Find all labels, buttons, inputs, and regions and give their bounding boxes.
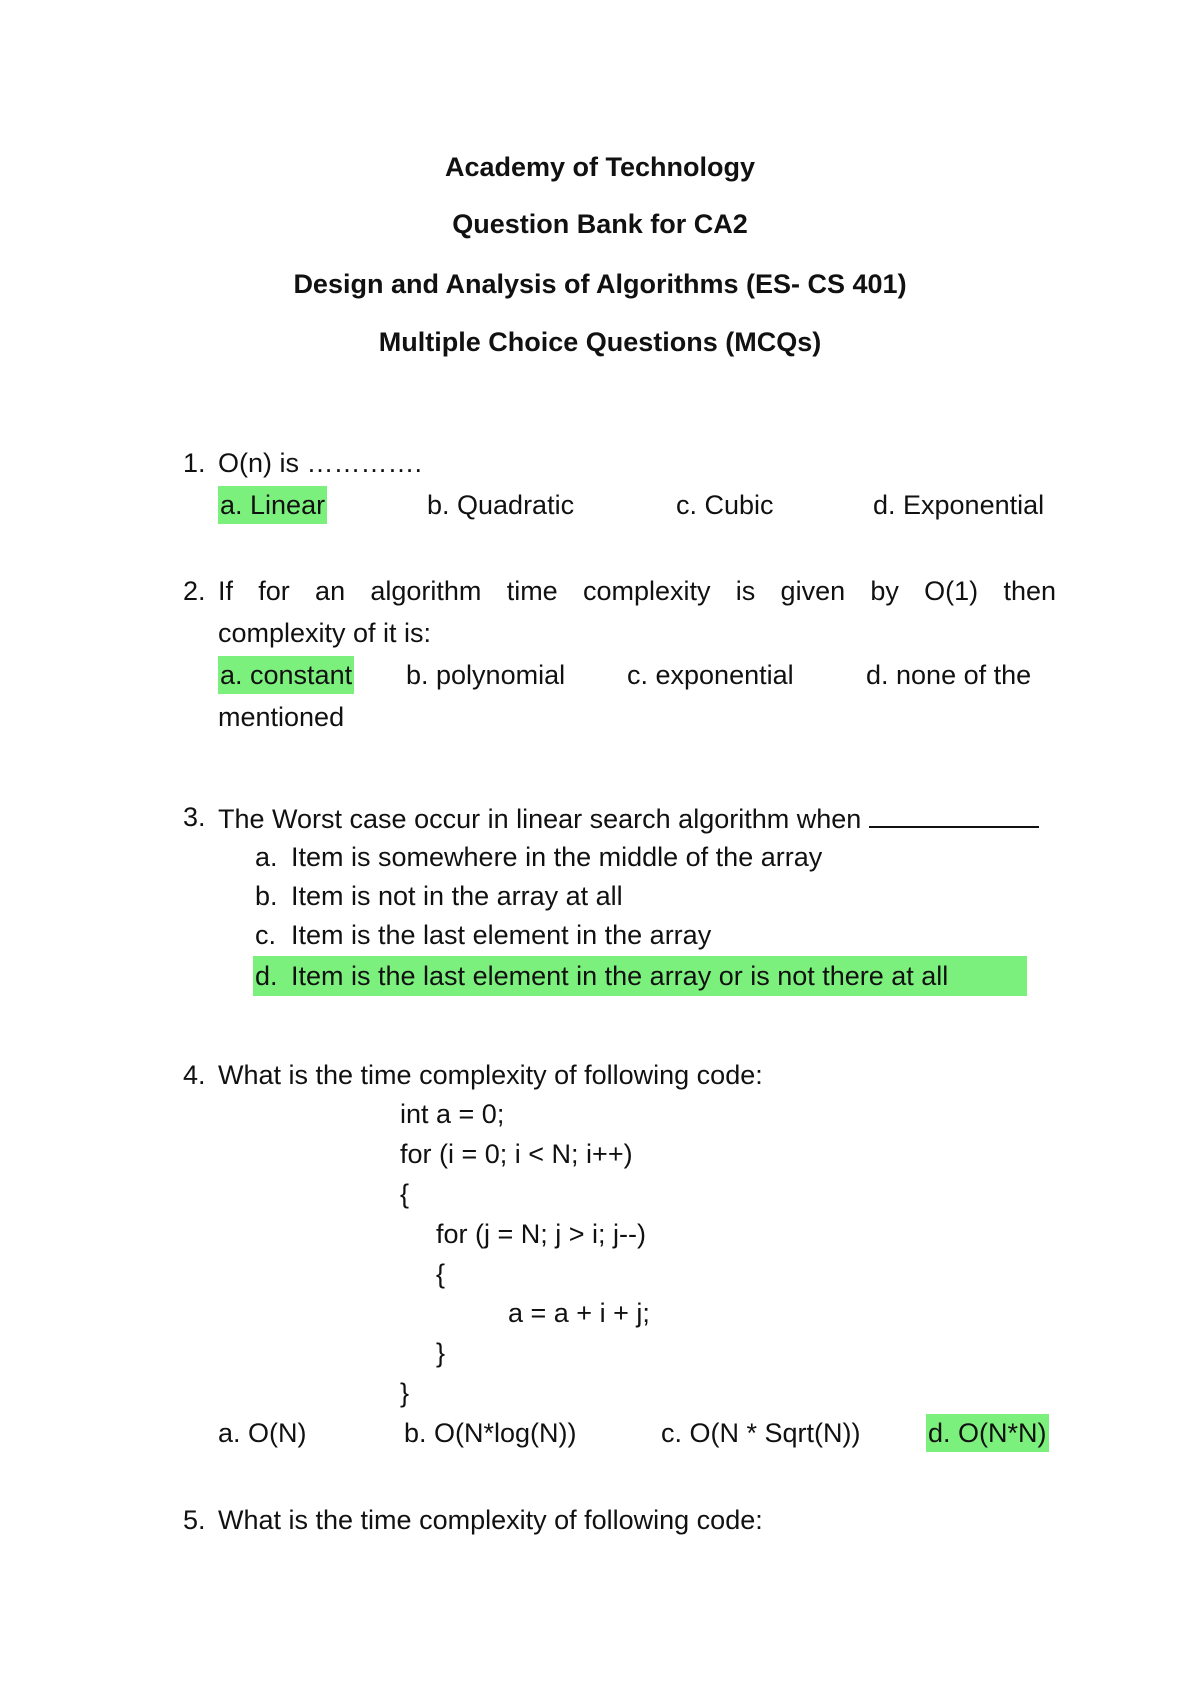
q4-number: 4. bbox=[183, 1060, 206, 1090]
q3-number: 3. bbox=[183, 802, 206, 832]
q4-code-line: { bbox=[400, 1179, 410, 1209]
q4-option-a: a. O(N) bbox=[218, 1418, 307, 1448]
q3-option-c-letter: c. bbox=[255, 920, 277, 950]
q3-option-b-letter: b. bbox=[255, 881, 278, 911]
q3-text-label: The Worst case occur in linear search algorithm when bbox=[218, 804, 862, 834]
q2-option-c: c. exponential bbox=[627, 660, 794, 690]
q3-option-d-text: Item is the last element in the array or is not there at all bbox=[291, 961, 949, 991]
q1-option-a-answer: a. Linear bbox=[218, 486, 327, 524]
q3-text bbox=[218, 800, 1039, 836]
q1-number: 1. bbox=[183, 448, 206, 478]
q3-option-a-letter: a. bbox=[255, 842, 278, 872]
q4-option-d-answer: d. O(N*N) bbox=[926, 1414, 1049, 1452]
q1-option-b: b. Quadratic bbox=[427, 490, 575, 520]
question-bank-title: Question Bank for CA2 bbox=[452, 209, 748, 239]
q4-code-line: a = a + i + j; bbox=[508, 1298, 650, 1328]
q3-option-a-text: Item is somewhere in the middle of the array bbox=[291, 842, 823, 872]
q4-text: What is the time complexity of following code: bbox=[218, 1060, 763, 1090]
course-title: Design and Analysis of Algorithms (ES- CS 401) bbox=[293, 269, 907, 299]
q4-code-line: for (j = N; j > i; j--) bbox=[436, 1219, 647, 1249]
q3-option-d-letter: d. bbox=[255, 961, 278, 991]
q4-code-line: for (i = 0; i < N; i++) bbox=[400, 1139, 633, 1169]
q2-option-d-continuation: mentioned bbox=[218, 702, 345, 732]
q2-text-line1: If for an algorithm time complexity is given by O(1) then bbox=[218, 576, 1056, 606]
q3-option-b-text: Item is not in the array at all bbox=[291, 881, 623, 911]
q4-option-b: b. O(N*log(N)) bbox=[404, 1418, 577, 1448]
q4-option-c: c. O(N * Sqrt(N)) bbox=[661, 1418, 861, 1448]
q1-text: O(n) is …………. bbox=[218, 448, 423, 478]
q4-code-line: } bbox=[436, 1338, 446, 1368]
q4-code-line: int a = 0; bbox=[400, 1099, 505, 1129]
q1-option-c: c. Cubic bbox=[676, 490, 774, 520]
q4-code-line: } bbox=[400, 1378, 410, 1408]
section-title: Multiple Choice Questions (MCQs) bbox=[378, 327, 822, 357]
q3-option-c-text: Item is the last element in the array bbox=[291, 920, 712, 950]
q3-option-d-answer bbox=[253, 956, 1027, 996]
q2-text-line2: complexity of it is: bbox=[218, 618, 432, 648]
q2-option-b: b. polynomial bbox=[406, 660, 566, 690]
q5-text: What is the time complexity of following code: bbox=[218, 1505, 763, 1535]
q4-code-line: { bbox=[436, 1259, 446, 1289]
q1-option-d: d. Exponential bbox=[873, 490, 1045, 520]
q2-option-a-answer: a. constant bbox=[218, 656, 354, 694]
q5-number: 5. bbox=[183, 1505, 206, 1535]
institution-title: Academy of Technology bbox=[444, 152, 756, 182]
q3-answer-blank bbox=[869, 800, 1039, 828]
q2-number: 2. bbox=[183, 576, 206, 606]
q2-option-d: d. none of the bbox=[866, 660, 1032, 690]
